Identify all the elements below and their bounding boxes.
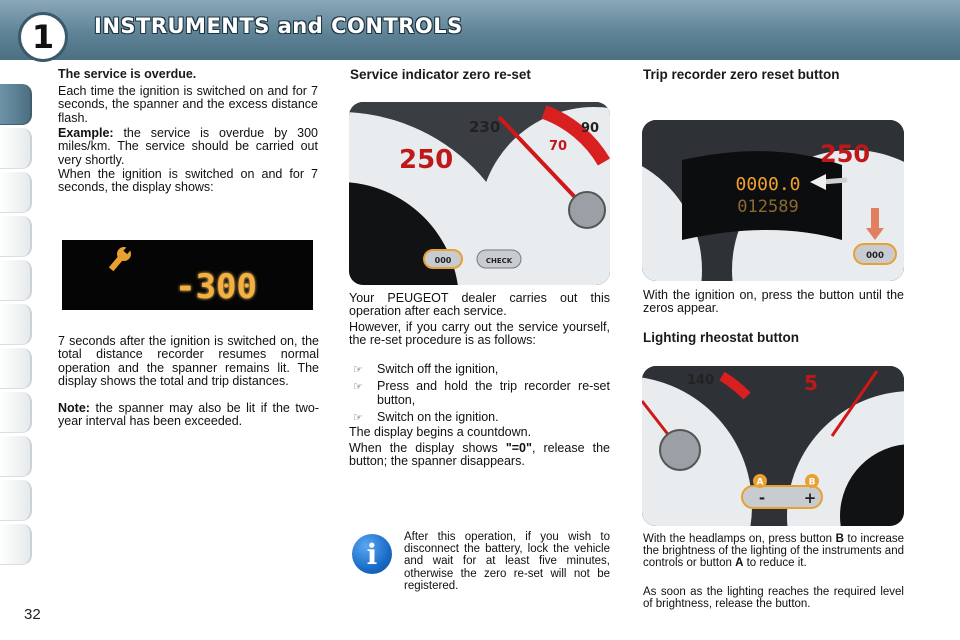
rheostat-image xyxy=(642,366,904,526)
gauge-label-90: 90 xyxy=(581,121,600,136)
gauge-label-140: 140 xyxy=(687,373,715,388)
trip-reset-button[interactable]: 000 xyxy=(434,256,452,265)
overdue-display xyxy=(62,240,313,310)
chapter-tab[interactable] xyxy=(0,260,32,301)
note-paragraph xyxy=(58,402,319,429)
chapter-tab-active[interactable] xyxy=(0,84,32,125)
gauge-label-250: 250 xyxy=(399,145,454,175)
trip-reset-paragraph: With the ignition on, press the button until the zeros appear. xyxy=(643,288,904,316)
chapter-tab[interactable] xyxy=(0,304,32,345)
overdue-distance-readout: -300 xyxy=(175,267,257,307)
dimmer-plus-button[interactable]: + xyxy=(803,489,817,507)
chapter-tab[interactable] xyxy=(0,216,32,257)
button-b-label: B xyxy=(808,477,816,488)
chapter-tab[interactable] xyxy=(0,392,32,433)
rheostat-heading: Lighting rheostat button xyxy=(643,330,799,345)
example-label: Example: xyxy=(58,126,114,140)
trip-reset-heading: Trip recorder zero reset button xyxy=(643,67,840,82)
chapter-tab[interactable] xyxy=(0,524,32,565)
note-label: Note: xyxy=(58,401,90,415)
pointing-hand-icon: ☞ xyxy=(353,410,363,424)
service-reset-gauge-image xyxy=(349,102,610,285)
rheostat-paragraph: With the headlamps on, press button B to increase the brightness of the lighting of the instruments and controls or button A to reduce it. xyxy=(643,533,905,570)
gauge-label-250: 250 xyxy=(820,140,871,168)
pointing-hand-icon: ☞ xyxy=(353,363,363,376)
gauge-label-230: 230 xyxy=(469,118,501,136)
overdue-heading: The service is overdue. xyxy=(58,67,197,81)
trip-reset-button[interactable]: 000 xyxy=(866,251,884,261)
trip-reset-image xyxy=(642,120,904,281)
chapter-tab[interactable] xyxy=(0,172,32,213)
chapter-tab[interactable] xyxy=(0,348,32,389)
step-item: ☞ Switch on the ignition. xyxy=(353,409,499,424)
gauge-label-5: 5 xyxy=(804,371,818,395)
pointing-hand-icon: ☞ xyxy=(353,380,363,394)
page-title: INSTRUMENTS and CONTROLS xyxy=(94,14,463,38)
overdue-paragraph: Each time the ignition is switched on and for 7 seconds, the spanner and the excess distance flash. xyxy=(58,84,318,125)
release-paragraph: When the display shows "=0", release the button; the spanner disappears. xyxy=(349,441,611,469)
step-item: ☞ Switch off the ignition, xyxy=(353,362,499,376)
after-7s-paragraph: 7 seconds after the ignition is switched on, the total distance recorder resumes normal operation and the spanner remains lit. The display shows the total and trip distances. xyxy=(58,334,319,388)
display-intro-paragraph: When the ignition is switched on and for 7 seconds, the display shows: xyxy=(58,167,318,195)
chapter-tab[interactable] xyxy=(0,436,32,477)
service-reset-heading: Service indicator zero re-set xyxy=(350,67,531,82)
note-text: the spanner may also be lit if the two-year interval has been exceeded. xyxy=(58,401,319,429)
info-paragraph: After this operation, if you wish to disconnect the battery, lock the vehicle and wait for at least five minutes, otherwise the zero re-set will not be registered. xyxy=(404,531,610,592)
procedure-steps xyxy=(353,363,610,424)
countdown-paragraph: The display begins a countdown. xyxy=(349,425,532,439)
trip-distance-readout: 0000.0 xyxy=(735,174,801,195)
chapter-number: 1 xyxy=(18,12,68,62)
chapter-tab[interactable] xyxy=(0,480,32,521)
page-number: 32 xyxy=(24,606,41,623)
info-icon: i xyxy=(352,534,392,574)
total-distance-readout: 012589 xyxy=(737,197,799,217)
chapter-tab[interactable] xyxy=(0,128,32,169)
example-text: the service is overdue by 300 miles/km. The service should be carried out very shortly. xyxy=(58,126,318,167)
button-a-label: A xyxy=(756,477,764,488)
step-item: ☞ Press and hold the trip recorder re-set button, xyxy=(353,379,610,407)
check-button[interactable]: CHECK xyxy=(485,257,513,265)
chapter-tabs xyxy=(0,62,34,572)
rheostat-release-paragraph: As soon as the lighting reaches the required level of brightness, release the button. xyxy=(643,586,904,611)
dimmer-minus-button[interactable]: - xyxy=(758,489,766,507)
example-paragraph xyxy=(58,127,318,167)
gauge-label-70: 70 xyxy=(549,139,568,154)
procedure-paragraph: However, if you carry out the service yourself, the re-set procedure is as follows: xyxy=(349,320,610,348)
dealer-paragraph: Your PEUGEOT dealer carries out this operation after each service. xyxy=(349,291,610,319)
